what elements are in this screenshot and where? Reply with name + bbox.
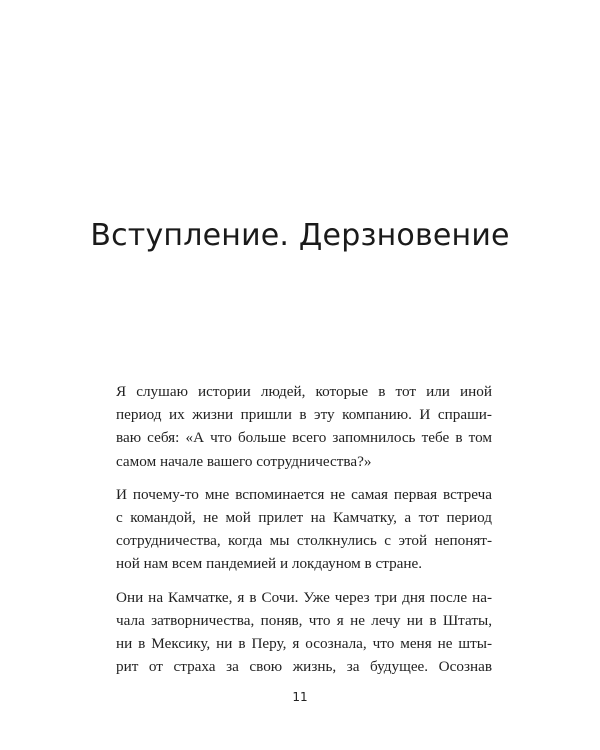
paragraph-3 <box>116 586 492 679</box>
text-line: Я слушаю истории людей, которые в тот или иной <box>116 383 492 400</box>
chapter-title: Вступление. Дерзновение <box>90 218 510 253</box>
text-line: сотрудничества, когда мы столкнулись с этой непонят- <box>116 532 492 550</box>
text-line: с командой, не мой прилет на Камчатку, а тот период <box>116 509 492 527</box>
paragraph-2 <box>116 483 492 576</box>
text-line: чала затворничества, поняв, что я не лечу ни в Штаты, <box>116 611 492 629</box>
page-number: 11 <box>292 690 308 704</box>
text-line: самом начале вашего сотрудничества?» <box>116 452 372 470</box>
text-line: период их жизни пришли в эту компанию. И спраши- <box>116 406 492 424</box>
body-text <box>116 380 492 688</box>
text-line: ни в Мексику, ни в Перу, я осознала, что меня не шты- <box>116 635 492 653</box>
text-line: рит от страха за свою жизнь, за будущее. Осознав <box>116 658 492 676</box>
text-line: Они на Камчатке, я в Сочи. Уже через три дня после на- <box>116 588 492 606</box>
text-line: ной нам всем пандемией и локдауном в стране. <box>116 555 423 573</box>
text-line: И почему-то мне вспоминается не самая первая встреча <box>116 485 492 503</box>
paragraph-1 <box>116 380 492 473</box>
text-line: ваю себя: «А что больше всего запомнилось тебе в том <box>116 429 492 447</box>
